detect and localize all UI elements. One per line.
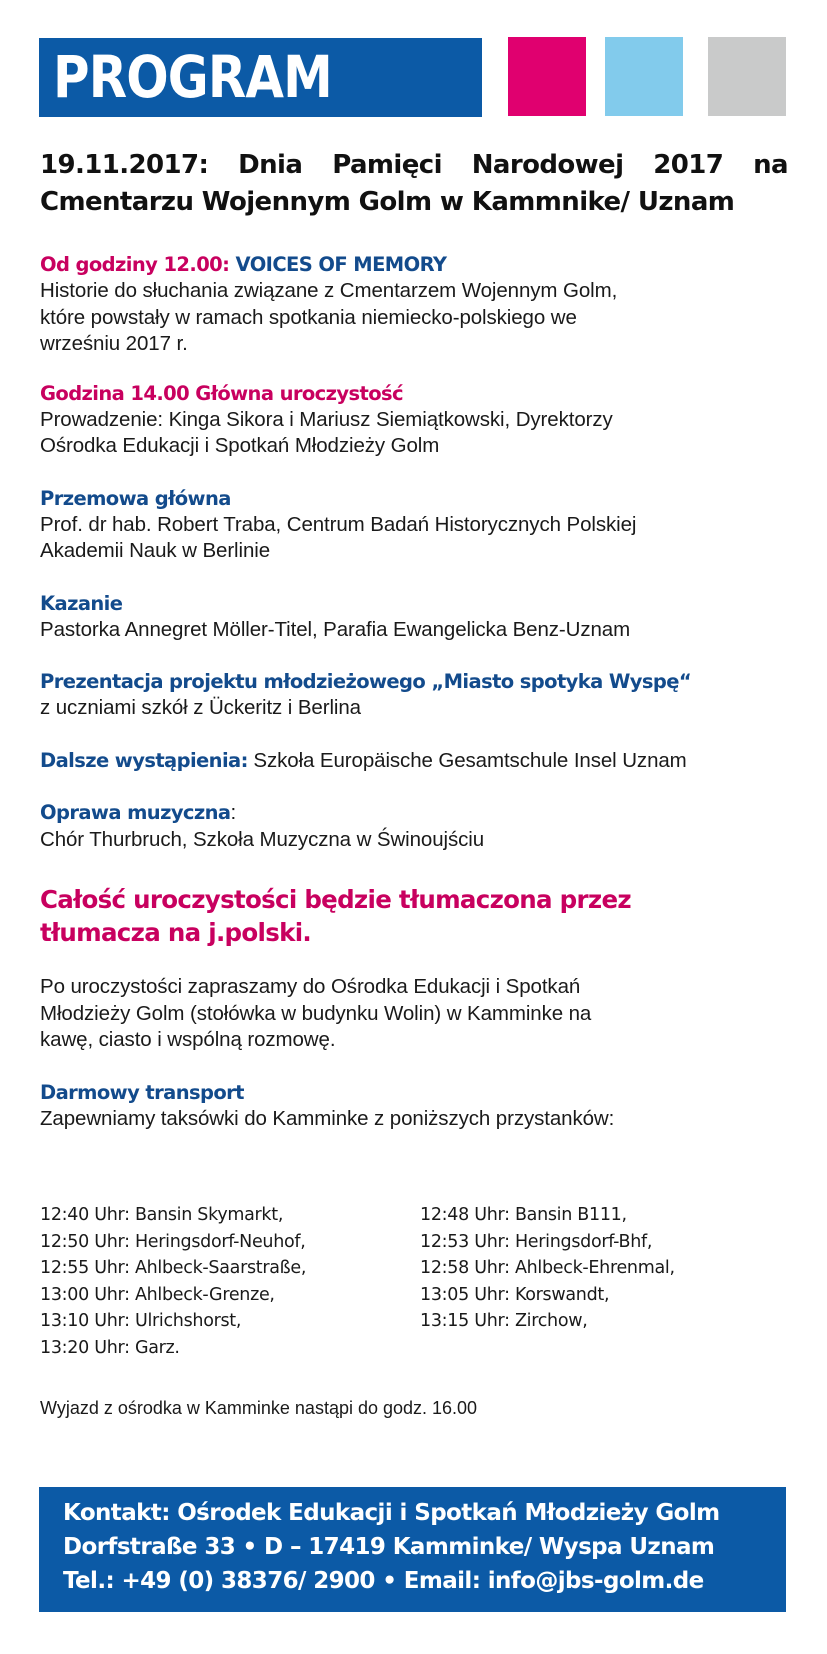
further-title: Dalsze wystąpienia:: [40, 748, 248, 772]
stop-item: 12:58 Uhr: Ahlbeck-Ehrenmal,: [420, 1258, 675, 1278]
program-title: PROGRAM: [53, 43, 332, 111]
ceremony-title: Godzina 14.00 Główna uroczystość: [40, 381, 403, 405]
after-line: kawę, ciasto i wspólną rozmowę.: [40, 1028, 336, 1051]
project-line: z uczniami szkół z Ückeritz i Berlina: [40, 696, 361, 719]
voices-time-label: Od godziny 12.00:: [40, 253, 230, 276]
music-line: Chór Thurbruch, Szkoła Muzyczna w Świnoujściu: [40, 827, 485, 851]
contact-line: Kontakt: Ośrodek Edukacji i Spotkań Młodzieży Golm: [63, 1500, 720, 1526]
stop-item: 13:20 Uhr: Garz.: [40, 1337, 180, 1358]
sermon-title: Kazanie: [40, 591, 123, 615]
voices-line: Historie do słuchania związane z Cmentarzem Wojennym Golm,: [40, 279, 618, 302]
phone-email-line: Tel.: +49 (0) 38376/ 2900 • Email: info@jbs-golm.de: [63, 1568, 704, 1594]
speech-line: Prof. dr hab. Robert Traba, Centrum Badań Historycznych Polskiej: [40, 512, 637, 536]
voices-line: które powstały w ramach spotkania niemiecko-polskiego we: [40, 305, 577, 329]
voices-title: VOICES OF MEMORY: [235, 253, 447, 276]
music-colon: :: [230, 801, 237, 824]
translation-line: Całość uroczystości będzie tłumaczona przez: [40, 885, 631, 914]
stop-item: 13:05 Uhr: Korswandt,: [420, 1284, 610, 1305]
after-line: Po uroczystości zapraszamy do Ośrodka Edukacji i Spotkań: [40, 975, 581, 998]
ceremony-line: Prowadzenie: Kinga Sikora i Mariusz Siemiątkowski, Dyrektorzy: [40, 407, 613, 431]
section-main-speech: [40, 486, 800, 565]
section-youth-project: [40, 669, 800, 722]
stop-item: 13:15 Uhr: Zirchow,: [420, 1311, 588, 1331]
stops-column-right: [420, 1202, 675, 1335]
stop-item: 12:50 Uhr: Heringsdorf-Neuhof,: [40, 1231, 306, 1252]
gray-square-decoration: [708, 37, 786, 116]
transport-title: Darmowy transport: [40, 1080, 244, 1104]
music-title: Oprawa muzyczna: [40, 801, 231, 824]
speech-line: Akademii Nauk w Berlinie: [40, 539, 271, 562]
sermon-line: Pastorka Annegret Möller-Titel, Parafia Ewangelicka Benz-Uznam: [40, 617, 631, 641]
section-music: [40, 800, 800, 853]
pink-square-decoration: [508, 37, 586, 116]
event-headline: [40, 147, 788, 221]
light-blue-square-decoration: [605, 37, 683, 116]
section-sermon: [40, 591, 800, 644]
program-banner: [39, 38, 482, 117]
stop-item: 12:40 Uhr: Bansin Skymarkt,: [40, 1205, 284, 1225]
program-content: [40, 252, 800, 1132]
address-line: Dorfstraße 33 • D – 17419 Kamminke/ Wyspa Uznam: [63, 1534, 715, 1560]
stop-item: 12:53 Uhr: Heringsdorf-Bhf,: [420, 1231, 653, 1252]
section-further-speeches: [40, 748, 800, 775]
stop-item: 13:00 Uhr: Ahlbeck-Grenze,: [40, 1284, 275, 1305]
stop-item: 12:55 Uhr: Ahlbeck-Saarstraße,: [40, 1258, 307, 1278]
section-main-ceremony: [40, 381, 800, 460]
project-title: Prezentacja projektu młodzieżowego „Miasto spotyka Wyspę“: [40, 670, 692, 693]
voices-line: wrześniu 2017 r.: [40, 332, 188, 355]
contact-footer: [39, 1487, 786, 1612]
transport-line: Zapewniamy taksówki do Kamminke z poniższych przystanków:: [40, 1106, 615, 1130]
stop-item: 13:10 Uhr: Ulrichshorst,: [40, 1311, 242, 1331]
section-free-transport: [40, 1080, 800, 1133]
stops-column-left: [40, 1202, 306, 1361]
ceremony-line: Ośrodka Edukacji i Spotkań Młodzieży Golm: [40, 434, 440, 457]
section-voices-of-memory: [40, 252, 800, 358]
headline-line-1: 19.11.2017: Dnia Pamięci Narodowej 2017 na: [40, 150, 788, 180]
speech-title: Przemowa główna: [40, 486, 231, 510]
further-text: Szkoła Europäische Gesamtschule Insel Uznam: [247, 748, 687, 772]
after-line: Młodzieży Golm (stołówka w budynku Wolin) w Kamminke na: [40, 1001, 592, 1025]
section-translation-notice: [40, 883, 800, 949]
headline-line-2: Cmentarzu Wojennym Golm w Kammnike/ Uznam: [40, 187, 735, 217]
stop-item: 12:48 Uhr: Bansin B111,: [420, 1205, 627, 1225]
departure-note: Wyjazd z ośrodka w Kamminke nastąpi do godz. 16.00: [40, 1398, 478, 1418]
section-after-ceremony: [40, 974, 800, 1054]
translation-line: tłumacza na j.polski.: [40, 918, 312, 947]
